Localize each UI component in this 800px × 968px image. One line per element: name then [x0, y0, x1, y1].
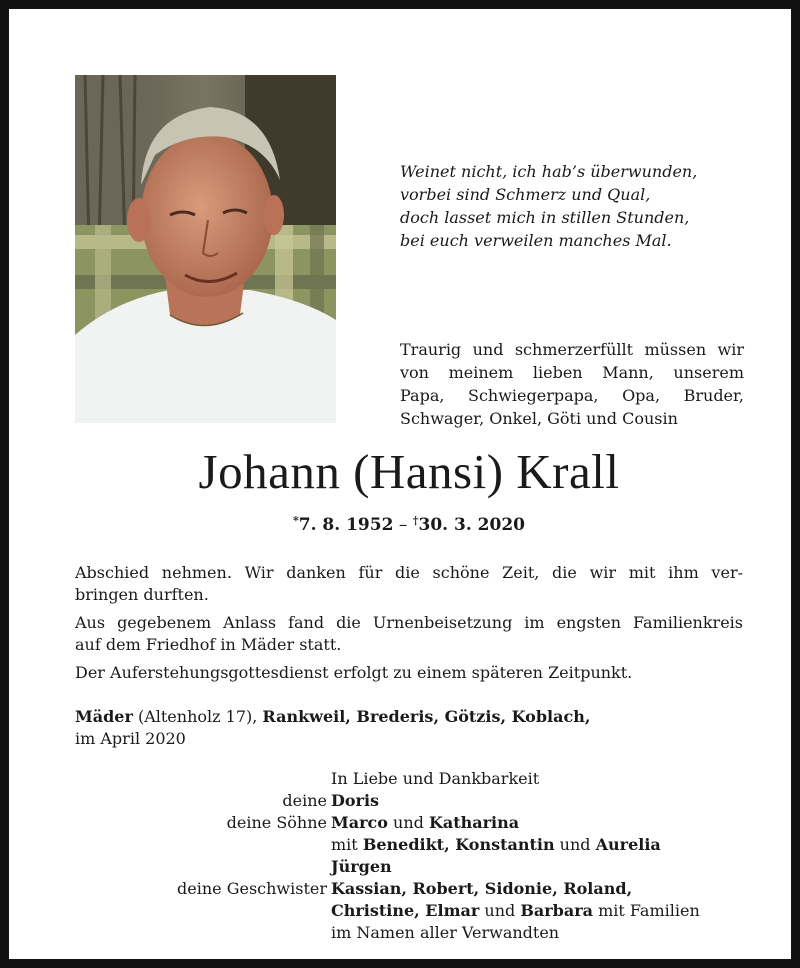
signer-name: Barbara: [520, 901, 594, 920]
signer-row: [75, 900, 755, 922]
signers-opening: In Liebe und Dankbarkeit: [331, 769, 540, 788]
paragraph-line: Abschied nehmen. Wir danken für die schöne Zeit, die wir mit ihm ver-: [75, 563, 743, 582]
poem-line: doch lasset mich in stillen Stunden,: [400, 208, 690, 227]
paragraph-line: Aus gegebenem Anlass fand die Urnenbeisetzung im engsten Familienkreis: [75, 613, 743, 632]
conjunction: und: [479, 901, 521, 920]
signer-row: [75, 856, 755, 878]
deceased-name: Johann (Hansi) Krall: [198, 444, 620, 499]
place-address: (Altenholz 17),: [132, 707, 263, 726]
intro-line: von meinem lieben Mann, unserem: [400, 363, 744, 382]
intro-line: Traurig und schmerzerfüllt müssen wir: [400, 340, 744, 359]
place-others: Rankweil, Brederis, Götzis, Koblach,: [262, 707, 591, 726]
place-and-date: [75, 706, 755, 750]
places-line: [75, 706, 755, 728]
portrait-photo: [75, 75, 336, 423]
signers-closing: im Namen aller Verwandten: [331, 923, 560, 942]
conjunction: und: [387, 813, 429, 832]
signer-row: [75, 768, 755, 790]
intro-text: [400, 338, 744, 430]
signer-name: Benedikt, Konstantin: [362, 835, 555, 854]
signer-label: deine Söhne: [226, 813, 327, 832]
signers: [75, 768, 755, 944]
notice-date: im April 2020: [75, 729, 186, 748]
paragraph: [75, 612, 743, 656]
signer-label: deine Geschwister: [177, 879, 327, 898]
paragraph: Der Auferstehungsgottesdienst erfolgt zu einem späteren Zeitpunkt.: [75, 663, 633, 682]
death-symbol: †: [412, 514, 419, 527]
signer-name: Jürgen: [331, 857, 392, 876]
conjunction: mit: [331, 835, 363, 854]
signer-row: [75, 922, 755, 944]
signer-name: Kassian, Robert, Sidonie, Roland,: [331, 879, 633, 898]
with-families: mit Familien: [593, 901, 700, 920]
signer-name: Katharina: [428, 813, 520, 832]
signer-row: [75, 790, 755, 812]
paragraph-line: auf dem Friedhof in Mäder statt.: [75, 635, 342, 654]
poem: [400, 160, 740, 252]
signer-label: deine: [282, 791, 327, 810]
signer-name: Marco: [331, 813, 388, 832]
conjunction: und: [554, 835, 596, 854]
birth-date: 7. 8. 1952: [298, 515, 394, 535]
poem-line: bei euch verweilen manches Mal.: [400, 231, 672, 250]
signer-name: Christine, Elmar: [331, 901, 480, 920]
signer-row: [75, 834, 755, 856]
signer-name: Doris: [331, 791, 380, 810]
birth-symbol: *: [293, 514, 299, 527]
life-dates: [9, 514, 800, 535]
place-town: Mäder: [75, 707, 133, 726]
poem-line: Weinet nicht, ich hab’s überwunden,: [400, 162, 698, 181]
paragraph: [75, 562, 743, 606]
date-separator: –: [393, 515, 413, 535]
death-date: 30. 3. 2020: [418, 515, 525, 535]
signer-row: [75, 812, 755, 834]
paragraph-line: bringen durften.: [75, 585, 209, 604]
signer-row: [75, 878, 755, 900]
body-text: [75, 562, 743, 690]
signer-name: Aurelia: [595, 835, 661, 854]
intro-line: Schwager, Onkel, Göti und Cousin: [400, 409, 678, 428]
poem-line: vorbei sind Schmerz und Qual,: [400, 185, 651, 204]
intro-line: Papa, Schwiegerpapa, Opa, Bruder,: [400, 386, 744, 405]
